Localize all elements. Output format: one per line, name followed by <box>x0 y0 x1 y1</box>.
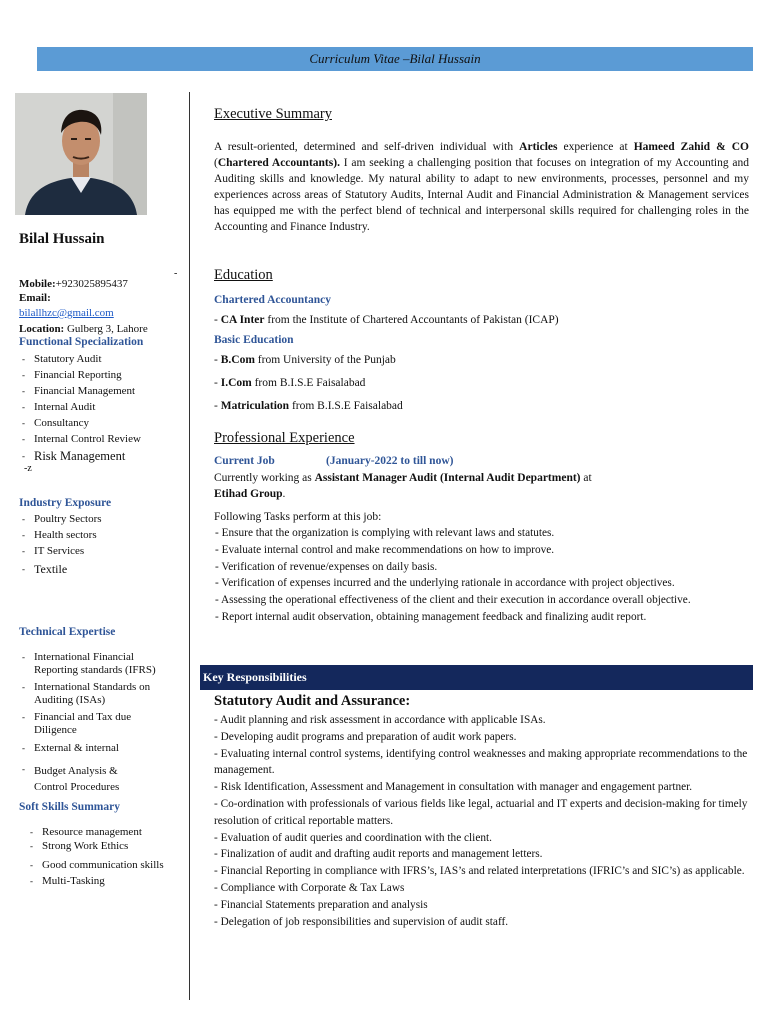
location-value: Gulberg 3, Lahore <box>66 323 148 335</box>
list-item: - Budget Analysis & Control Procedures <box>22 764 120 793</box>
list-item: - Health sectors <box>22 529 97 541</box>
education-heading: Education <box>214 267 273 283</box>
executive-summary-text: A result-oriented, determined and self-driven individual with Articles experience at Hameed Zahid & CO (Chartered Accountants). I am seeking a challenging position that focuses on integration of my Accounting and Auditing skills and knowledge. My natural ability to adapt to new environments, processes, personnel and my experiences across areas of Statutory Audits, Internal Audit and Financial Administration & Management services has equipped me with the perfect blend of technical and interpersonal skills required for challenging roles in the Accounting and Finance Industry. <box>214 141 749 233</box>
functional-heading: Functional Specialization <box>19 336 144 348</box>
tasks-list <box>215 525 750 626</box>
list-item: - Co-ordination with professionals of various fields like legal, actuarial and IT experts and decision-making for timely resolution of critical reportable matters. <box>214 797 748 827</box>
tasks-intro: Following Tasks perform at this job: <box>214 511 382 523</box>
list-item: - Evaluate internal control and make recommendations on how to improve. <box>215 543 555 556</box>
current-job-label: Current Job <box>214 455 275 467</box>
industry-heading: Industry Exposure <box>19 497 112 509</box>
list-item: - Report internal audit observation, obtaining management feedback and finalizing audit report. <box>215 610 647 623</box>
list-item: - Textile <box>22 562 68 576</box>
current-job-description: Currently working as Assistant Manager Audit (Internal Audit Department) at Etihad Group. <box>214 472 592 500</box>
list-item: - Verification of expenses incurred and the underlying rationale in accordance with project objectives. <box>215 577 675 590</box>
ca-heading: Chartered Accountancy <box>214 294 332 306</box>
statutory-audit-heading: Statutory Audit and Assurance: <box>214 693 411 709</box>
list-item: - Multi-Tasking <box>30 875 105 887</box>
soft-skills-heading: Soft Skills Summary <box>19 801 120 813</box>
stray-mark: -z <box>24 463 32 474</box>
education-bcom-line: - B.Com from University of the Punjab <box>214 354 396 366</box>
cv-title-banner <box>37 47 753 71</box>
mobile-line <box>19 277 128 291</box>
list-item: - Consultancy <box>22 417 89 429</box>
email-label <box>19 291 51 305</box>
list-item: - Internal Audit <box>22 401 96 413</box>
list-item: - Strong Work Ethics <box>30 840 129 852</box>
column-divider <box>189 92 190 1000</box>
candidate-name: Bilal Hussain <box>19 231 105 247</box>
current-job-dates: (January-2022 to till now) <box>326 455 454 467</box>
list-item: - Statutory Audit <box>22 353 102 365</box>
location-label: Location: <box>19 323 65 335</box>
profile-photo <box>15 93 147 215</box>
email-label-text: Email: <box>19 292 51 304</box>
list-item: - International Financial Reporting standards (IFRS) <box>22 651 156 676</box>
list-item: - Financial and Tax due Diligence <box>22 711 132 736</box>
responsibilities-list <box>214 712 754 930</box>
list-item: - Financial Statements preparation and analysis <box>214 898 428 911</box>
technical-heading: Technical Expertise <box>19 626 116 638</box>
list-item: - Evaluation of audit queries and coordination with the client. <box>214 831 492 844</box>
list-item: - Delegation of job responsibilities and supervision of audit staff. <box>214 915 509 928</box>
list-item: - Evaluating internal control systems, identifying control weaknesses and making appropriate recommendations to the management. <box>214 747 748 777</box>
list-item: - Resource management <box>30 826 142 838</box>
person-photo-icon <box>15 93 147 215</box>
education-icom-line: - I.Com from B.I.S.E Faisalabad <box>214 377 366 389</box>
list-item: - Compliance with Corporate & Tax Laws <box>214 881 405 894</box>
list-item: - International Standards on Auditing (ISAs) <box>22 681 151 706</box>
list-item: - Verification of revenue/expenses on daily basis. <box>215 560 438 573</box>
list-item: - Financial Management <box>22 385 136 397</box>
email-link[interactable]: bilallhzc@gmail.com <box>19 307 114 319</box>
list-item: - Finalization of audit and drafting audit reports and management letters. <box>214 848 543 861</box>
list-item: - Financial Reporting in compliance with IFRS’s, IAS’s and related interpretations (IFRIC’s and SIC’s) as applicable. <box>214 865 745 878</box>
list-item: - Internal Control Review <box>22 433 141 445</box>
executive-summary-heading: Executive Summary <box>214 106 332 122</box>
list-item: - Financial Reporting <box>22 369 122 381</box>
list-item: - IT Services <box>22 545 85 557</box>
basic-education-heading: Basic Education <box>214 334 294 346</box>
key-responsibilities-bar: Key Responsibilities <box>200 665 753 690</box>
list-item: - Risk Management <box>22 449 126 463</box>
mobile-value: +923025895437 <box>55 278 128 290</box>
cv-title: Curriculum Vitae –Bilal Hussain <box>309 51 481 66</box>
list-item: - Risk Identification, Assessment and Management in consultation with manager and engagement partner. <box>214 781 693 794</box>
list-item: - Good communication skills <box>30 859 164 871</box>
education-matric-line: - Matriculation from B.I.S.E Faisalabad <box>214 400 403 412</box>
location-line <box>19 322 148 336</box>
list-item: - External & internal <box>22 742 119 754</box>
list-item: - Poultry Sectors <box>22 513 102 525</box>
stray-mark: - <box>174 268 178 279</box>
experience-heading: Professional Experience <box>214 430 355 446</box>
list-item: - Developing audit programs and preparation of audit work papers. <box>214 730 517 743</box>
list-item: - Ensure that the organization is complying with relevant laws and statutes. <box>215 527 555 539</box>
education-ca-line: - CA Inter from the Institute of Chartered Accountants of Pakistan (ICAP) <box>214 314 559 326</box>
list-item: - Audit planning and risk assessment in accordance with applicable ISAs. <box>214 714 546 726</box>
list-item: - Assessing the operational effectiveness of the client and their execution in accordance overall objective. <box>215 594 691 607</box>
mobile-label: Mobile: <box>19 278 56 290</box>
